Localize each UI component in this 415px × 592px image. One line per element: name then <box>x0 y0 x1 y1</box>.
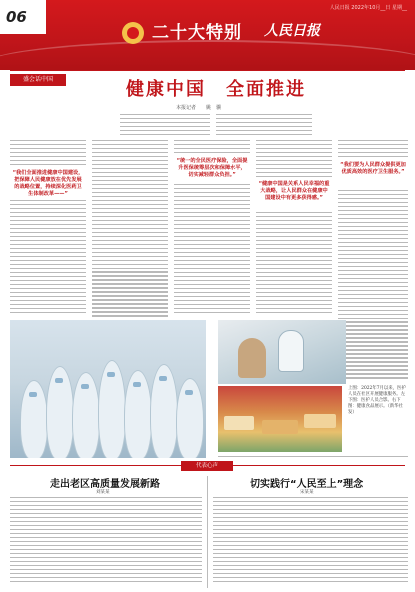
stall-shape <box>224 416 254 430</box>
left-author: 刘某某 <box>96 490 110 495</box>
right-headline: 切实践行“人民至上”理念 <box>250 479 364 490</box>
brand-logo: 人民日报 <box>264 23 320 39</box>
header-rule <box>10 70 405 71</box>
mask-icon <box>55 378 63 383</box>
pull-quote-4: “我们要为人民群众提供更加优质高效的医疗卫生服务。” <box>340 162 406 175</box>
intro-text-right <box>216 114 312 138</box>
body-column-5b <box>338 190 408 381</box>
body-column-2 <box>92 140 168 319</box>
patient-figure <box>238 338 266 378</box>
page-number: 06 <box>6 8 27 26</box>
body-column-3 <box>174 140 250 156</box>
column-label: 盛会话中国 <box>10 74 66 86</box>
pull-quote-2: “统一的全民医疗保险，全面提升医保统筹层次和保障水平，切实减轻群众负担。” <box>176 158 248 178</box>
page-number-box <box>0 0 46 34</box>
body-column-4 <box>256 140 332 180</box>
left-story-text <box>10 497 202 585</box>
photo-caption: 上图：2022年7月以来，医护人员在社区开展健康服务。左下图：医护人员合影。右下图：健康食品展示。（新华社发） <box>348 386 406 415</box>
article-title: 健康中国 全面推进 <box>126 79 306 100</box>
body-column-1 <box>10 140 86 168</box>
mask-icon <box>81 384 89 389</box>
body-column-4b <box>256 212 332 316</box>
stall-shape <box>304 414 336 428</box>
party-emblem-icon <box>122 22 144 44</box>
header-meta: 人民日报 2022年10月__日 星期__ <box>329 5 407 11</box>
mask-icon <box>107 372 115 377</box>
left-headline: 走出老区高质量发展新路 <box>50 479 160 490</box>
clinic-photo <box>218 320 346 384</box>
pull-quote-1: “我们全面推进健康中国建设，把保障人民健康放在优先发展的战略位置，持续深化医药卫生体制改革——” <box>12 170 84 197</box>
body-column-1b <box>10 200 86 316</box>
section-tag: 代表心声 <box>181 461 233 471</box>
health-market-photo <box>218 386 342 452</box>
article-byline: 本报记者 姚 骥 <box>176 105 222 111</box>
column-divider <box>207 476 208 588</box>
intro-text-left <box>120 114 210 138</box>
mask-icon <box>133 382 141 387</box>
body-column-5 <box>338 140 408 160</box>
special-title: 二十大特别 <box>152 23 242 43</box>
mask-icon <box>185 390 193 395</box>
body-column-bottom-right <box>218 456 408 460</box>
page-header <box>0 0 415 70</box>
medical-staff-photo <box>10 320 206 458</box>
body-column-3b <box>174 184 250 315</box>
nurse-figure <box>278 330 304 372</box>
right-author: 宋某某 <box>300 490 314 495</box>
mask-icon <box>159 376 167 381</box>
header-wave-decoration <box>0 40 415 70</box>
mask-icon <box>29 392 37 397</box>
pull-quote-3: “健康中国是关系人民幸福的重大战略，让人民群众在健康中国建设中有更多获得感。” <box>258 181 330 201</box>
right-story-text <box>213 497 408 585</box>
stall-shape <box>262 420 298 434</box>
